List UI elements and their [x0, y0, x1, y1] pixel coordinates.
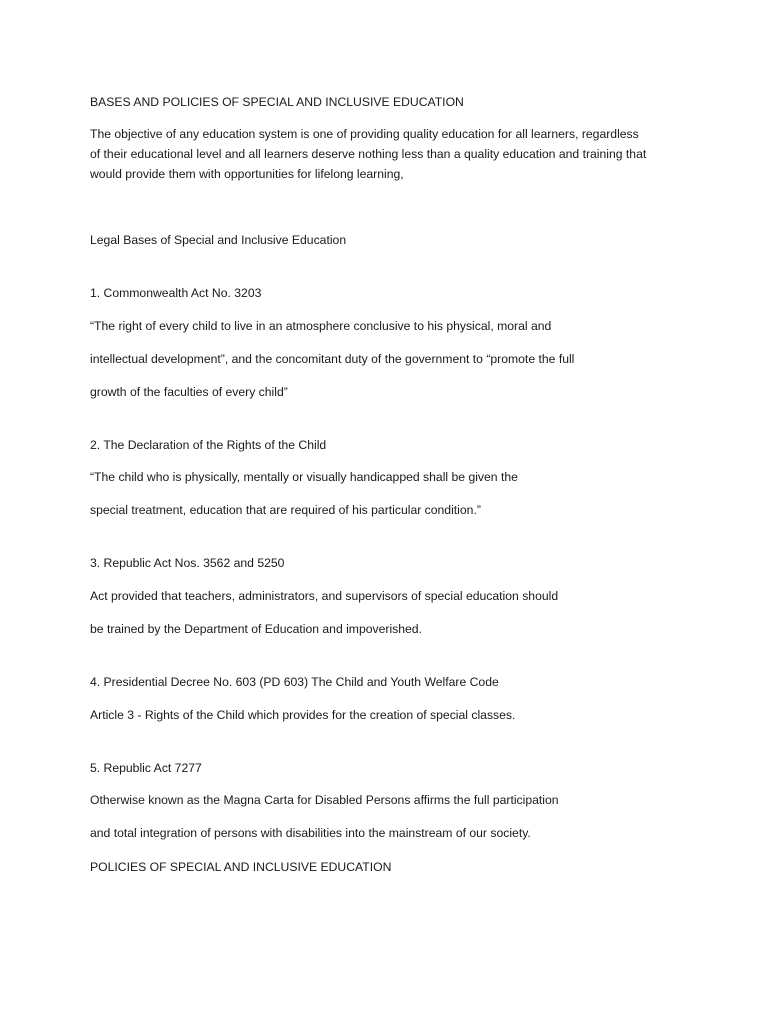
- item-text-line: Otherwise known as the Magna Carta for Disabled Persons affirms the full participation: [90, 793, 559, 807]
- item-text-line: be trained by the Department of Education and impoverished.: [90, 622, 422, 636]
- item-text-line: Act provided that teachers, administrators, and supervisors of special education should: [90, 589, 559, 603]
- item-heading: 3. Republic Act Nos. 3562 and 5250: [90, 556, 285, 570]
- item-text-line: special treatment, education that are required of his particular condition.”: [90, 503, 481, 517]
- item-text-line: growth of the faculties of every child”: [90, 385, 288, 399]
- intro-line: The objective of any education system is one of providing quality education for all learners, regardless: [90, 127, 639, 141]
- item-text-line: “The child who is physically, mentally or visually handicapped shall be given the: [90, 470, 518, 484]
- item-text-line: intellectual development”, and the concomitant duty of the government to “promote the full: [90, 352, 575, 366]
- item-heading: 1. Commonwealth Act No. 3203: [90, 286, 262, 300]
- item-heading: 2. The Declaration of the Rights of the Child: [90, 438, 327, 452]
- policies-heading: POLICIES OF SPECIAL AND INCLUSIVE EDUCATION: [90, 860, 392, 874]
- document-title: BASES AND POLICIES OF SPECIAL AND INCLUSIVE EDUCATION: [90, 95, 464, 109]
- item-text-line: and total integration of persons with disabilities into the mainstream of our society.: [90, 826, 531, 840]
- item-heading: 5. Republic Act 7277: [90, 761, 202, 775]
- legal-bases-heading: Legal Bases of Special and Inclusive Education: [90, 233, 347, 247]
- intro-line: of their educational level and all learners deserve nothing less than a quality education and training that: [90, 147, 647, 161]
- item-text-line: Article 3 - Rights of the Child which provides for the creation of special classes.: [90, 708, 516, 722]
- item-text-line: “The right of every child to live in an atmosphere conclusive to his physical, moral and: [90, 319, 552, 333]
- intro-line: would provide them with opportunities for lifelong learning,: [90, 167, 404, 181]
- item-heading: 4. Presidential Decree No. 603 (PD 603) The Child and Youth Welfare Code: [90, 675, 499, 689]
